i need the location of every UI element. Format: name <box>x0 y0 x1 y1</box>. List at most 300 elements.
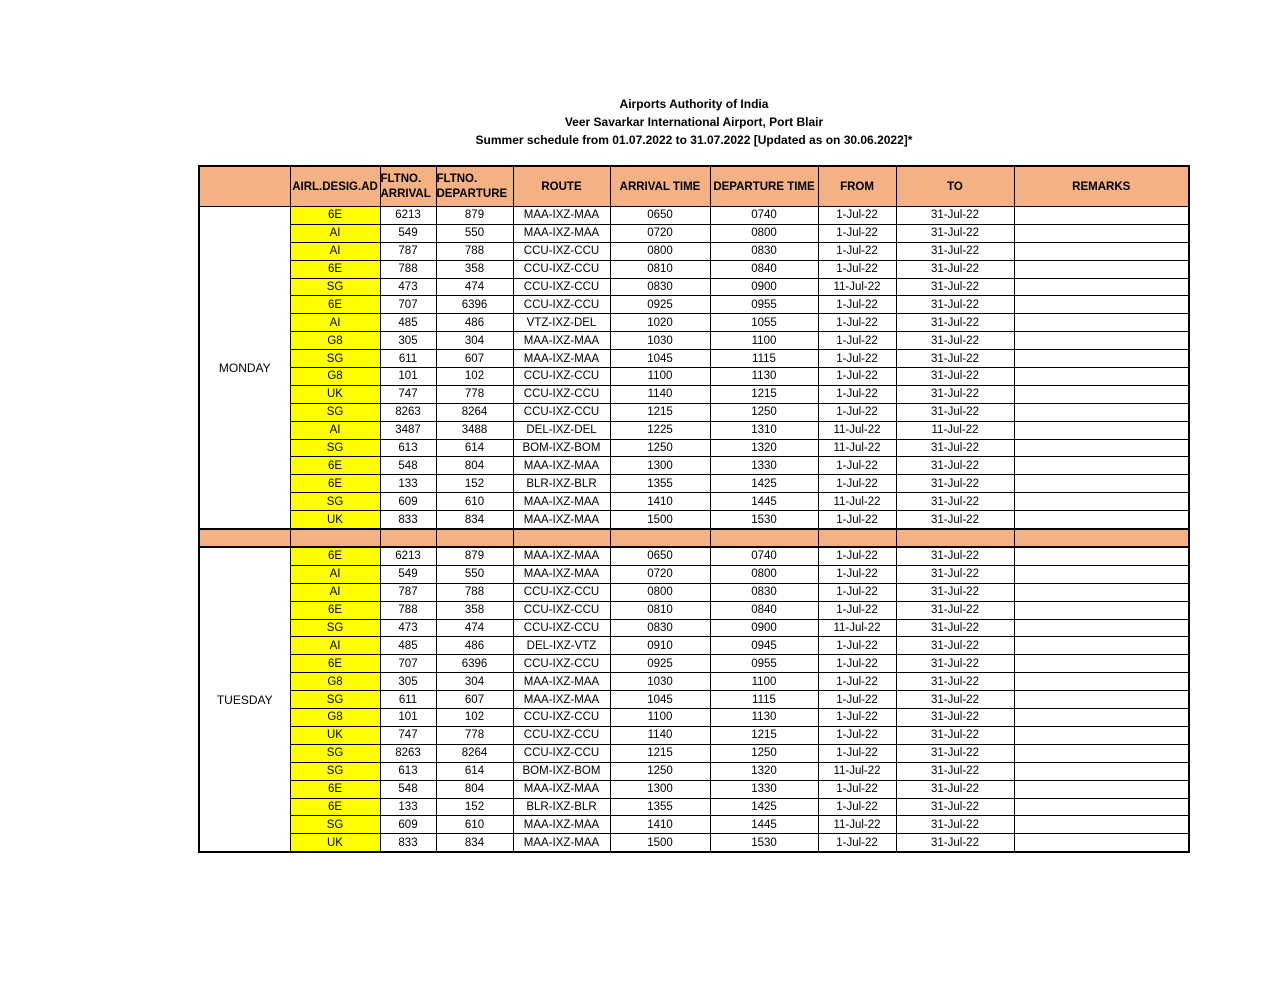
to-date-cell: 31-Jul-22 <box>896 207 1014 225</box>
from-date-cell: 1-Jul-22 <box>818 726 896 744</box>
from-date-cell: 11-Jul-22 <box>818 439 896 457</box>
airline-code-cell: SG <box>290 403 380 421</box>
airline-code-cell: AI <box>290 583 380 601</box>
flight-departure-cell: 788 <box>436 583 513 601</box>
flight-departure-cell: 788 <box>436 242 513 260</box>
route-header: ROUTE <box>513 166 610 207</box>
flight-arrival-cell: 133 <box>380 475 436 493</box>
route-cell: CCU-IXZ-CCU <box>513 601 610 619</box>
flight-arrival-cell: 788 <box>380 260 436 278</box>
flight-arrival-cell: 611 <box>380 691 436 709</box>
flight-arrival-cell: 707 <box>380 655 436 673</box>
flight-arrival-cell: 548 <box>380 780 436 798</box>
remarks-cell <box>1014 296 1189 314</box>
from-date-cell: 1-Jul-22 <box>818 296 896 314</box>
table-row <box>199 475 1189 493</box>
airline-code-cell: UK <box>290 511 380 529</box>
route-cell: MAA-IXZ-MAA <box>513 224 610 242</box>
airline-code-cell: G8 <box>290 368 380 386</box>
to-date-cell: 31-Jul-22 <box>896 368 1014 386</box>
arrival-time-cell: 1225 <box>610 421 710 439</box>
table-row <box>199 565 1189 583</box>
to-date-cell: 31-Jul-22 <box>896 385 1014 403</box>
from-date-cell: 1-Jul-22 <box>818 798 896 816</box>
route-cell: MAA-IXZ-MAA <box>513 816 610 834</box>
from-date-cell: 1-Jul-22 <box>818 547 896 565</box>
airline-code-cell: 6E <box>290 601 380 619</box>
airline-code-cell: AI <box>290 637 380 655</box>
flight-departure-cell: 6396 <box>436 296 513 314</box>
flight-departure-cell: 834 <box>436 511 513 529</box>
airline-code-cell: AI <box>290 224 380 242</box>
flight-arrival-cell: 485 <box>380 314 436 332</box>
flight-departure-cell: 550 <box>436 224 513 242</box>
departure-time-cell: 0840 <box>710 260 818 278</box>
to-date-cell: 31-Jul-22 <box>896 673 1014 691</box>
remarks-cell <box>1014 332 1189 350</box>
table-row <box>199 816 1189 834</box>
departure-time-cell: 1055 <box>710 314 818 332</box>
from-date-cell: 1-Jul-22 <box>818 224 896 242</box>
flight-departure-cell: 152 <box>436 475 513 493</box>
to-date-cell: 31-Jul-22 <box>896 224 1014 242</box>
departure-time-cell: 1115 <box>710 691 818 709</box>
flight-departure-cell: 8264 <box>436 403 513 421</box>
remarks-cell <box>1014 403 1189 421</box>
departure-time-cell: 1425 <box>710 475 818 493</box>
to-date-cell: 31-Jul-22 <box>896 762 1014 780</box>
table-row <box>199 207 1189 225</box>
from-date-cell: 1-Jul-22 <box>818 385 896 403</box>
from-date-cell: 1-Jul-22 <box>818 314 896 332</box>
table-row <box>199 619 1189 637</box>
departure-time-cell: 0740 <box>710 547 818 565</box>
airline-code-cell: SG <box>290 350 380 368</box>
from-date-cell: 1-Jul-22 <box>818 601 896 619</box>
remarks-cell <box>1014 224 1189 242</box>
to-date-cell: 31-Jul-22 <box>896 816 1014 834</box>
departure-time-cell: 0800 <box>710 224 818 242</box>
arrival-time-cell: 1410 <box>610 493 710 511</box>
airline-code-cell: SG <box>290 816 380 834</box>
table-row <box>199 655 1189 673</box>
to-date-cell: 31-Jul-22 <box>896 260 1014 278</box>
table-row <box>199 439 1189 457</box>
departure-time-cell: 0740 <box>710 207 818 225</box>
remarks-cell <box>1014 816 1189 834</box>
route-cell: MAA-IXZ-MAA <box>513 207 610 225</box>
flight-departure-cell: 804 <box>436 780 513 798</box>
flight-departure-cell: 3488 <box>436 421 513 439</box>
from-date-cell: 1-Jul-22 <box>818 780 896 798</box>
flight-departure-cell: 486 <box>436 314 513 332</box>
table-row <box>199 385 1189 403</box>
separator-cell <box>1014 529 1189 547</box>
table-row <box>199 691 1189 709</box>
to-date-cell: 31-Jul-22 <box>896 583 1014 601</box>
remarks-cell <box>1014 601 1189 619</box>
to-date-cell: 31-Jul-22 <box>896 726 1014 744</box>
day-header <box>199 166 290 207</box>
arrival-time-cell: 0925 <box>610 296 710 314</box>
flight-arrival-cell: 473 <box>380 619 436 637</box>
departure-time-cell: 1320 <box>710 762 818 780</box>
airline-code-cell: SG <box>290 439 380 457</box>
arrival-time-cell: 1100 <box>610 368 710 386</box>
airline-code-cell: SG <box>290 691 380 709</box>
departure-time-cell: 0955 <box>710 655 818 673</box>
route-cell: DEL-IXZ-VTZ <box>513 637 610 655</box>
to-date-cell: 31-Jul-22 <box>896 798 1014 816</box>
separator-cell <box>436 529 513 547</box>
flight-departure-cell: 834 <box>436 834 513 852</box>
from-date-cell: 1-Jul-22 <box>818 511 896 529</box>
separator-cell <box>818 529 896 547</box>
flight-arrival-cell: 613 <box>380 762 436 780</box>
departure-time-cell: 0830 <box>710 242 818 260</box>
to-date-cell: 31-Jul-22 <box>896 278 1014 296</box>
schedule-table <box>198 165 1190 853</box>
flight-arrival-cell: 8263 <box>380 403 436 421</box>
remarks-cell <box>1014 439 1189 457</box>
flight-departure-cell: 8264 <box>436 744 513 762</box>
flight-arrival-cell: 133 <box>380 798 436 816</box>
route-cell: CCU-IXZ-CCU <box>513 583 610 601</box>
arrival-time-cell: 0800 <box>610 583 710 601</box>
flight-departure-cell: 778 <box>436 726 513 744</box>
airline-code-cell: 6E <box>290 260 380 278</box>
departure-time-cell: 1215 <box>710 385 818 403</box>
table-row <box>199 511 1189 529</box>
to-date-cell: 31-Jul-22 <box>896 242 1014 260</box>
arrival-time-cell: 0910 <box>610 637 710 655</box>
airline-code-cell: UK <box>290 726 380 744</box>
to-date-cell: 31-Jul-22 <box>896 475 1014 493</box>
table-row <box>199 224 1189 242</box>
route-cell: CCU-IXZ-CCU <box>513 655 610 673</box>
remarks-cell <box>1014 673 1189 691</box>
flight-departure-cell: 610 <box>436 816 513 834</box>
remarks-cell <box>1014 726 1189 744</box>
remarks-cell <box>1014 368 1189 386</box>
flight-departure-cell: 304 <box>436 673 513 691</box>
to-date-cell: 31-Jul-22 <box>896 834 1014 852</box>
flight-arrival-cell: 609 <box>380 816 436 834</box>
remarks-cell <box>1014 565 1189 583</box>
remarks-cell <box>1014 421 1189 439</box>
table-row <box>199 242 1189 260</box>
route-cell: MAA-IXZ-MAA <box>513 511 610 529</box>
flight-departure-cell: 778 <box>436 385 513 403</box>
flight-arrival-cell: 707 <box>380 296 436 314</box>
airline-code-cell: 6E <box>290 547 380 565</box>
arrival-time-cell: 1300 <box>610 780 710 798</box>
departure-time-cell: 1425 <box>710 798 818 816</box>
route-cell: CCU-IXZ-CCU <box>513 260 610 278</box>
to-date-cell: 31-Jul-22 <box>896 601 1014 619</box>
departure-time-cell: 1250 <box>710 744 818 762</box>
from-date-cell: 1-Jul-22 <box>818 368 896 386</box>
to-date-cell: 31-Jul-22 <box>896 332 1014 350</box>
flight-departure-cell: 6396 <box>436 655 513 673</box>
route-cell: CCU-IXZ-CCU <box>513 368 610 386</box>
departure-time-cell: 0955 <box>710 296 818 314</box>
to-date-cell: 31-Jul-22 <box>896 655 1014 673</box>
separator-cell <box>290 529 380 547</box>
separator-cell <box>513 529 610 547</box>
table-row <box>199 278 1189 296</box>
remarks-cell <box>1014 260 1189 278</box>
arrival-time-cell: 1215 <box>610 744 710 762</box>
departure-time-cell: 0900 <box>710 619 818 637</box>
departure-time-cell: 0900 <box>710 278 818 296</box>
to-date-cell: 31-Jul-22 <box>896 637 1014 655</box>
flight-arrival-cell: 473 <box>380 278 436 296</box>
table-row <box>199 403 1189 421</box>
departure-time-cell: 1310 <box>710 421 818 439</box>
flight-arrival-cell: 549 <box>380 224 436 242</box>
arrival-time-cell: 1355 <box>610 475 710 493</box>
remarks-cell <box>1014 314 1189 332</box>
remarks-cell <box>1014 583 1189 601</box>
from-date-cell: 1-Jul-22 <box>818 709 896 727</box>
day-label: MONDAY <box>199 207 290 530</box>
route-cell: CCU-IXZ-CCU <box>513 619 610 637</box>
flight-departure-cell: 614 <box>436 762 513 780</box>
flight-arrival-cell: 305 <box>380 673 436 691</box>
departure-time-cell: 1100 <box>710 332 818 350</box>
remarks-cell <box>1014 691 1189 709</box>
departure-time-cell: 1445 <box>710 493 818 511</box>
arrival-time-cell: 1300 <box>610 457 710 475</box>
from-date-cell: 1-Jul-22 <box>818 565 896 583</box>
to-date-cell: 31-Jul-22 <box>896 691 1014 709</box>
from-date-cell: 1-Jul-22 <box>818 260 896 278</box>
flight-arrival-cell: 8263 <box>380 744 436 762</box>
airline-code-cell: 6E <box>290 798 380 816</box>
remarks-cell <box>1014 511 1189 529</box>
table-row <box>199 332 1189 350</box>
table-row <box>199 314 1189 332</box>
remarks-cell <box>1014 744 1189 762</box>
org-title: Airports Authority of India <box>619 97 769 111</box>
to-header: TO <box>896 166 1014 207</box>
from-date-cell: 1-Jul-22 <box>818 673 896 691</box>
separator-cell <box>896 529 1014 547</box>
flight-arrival-cell: 788 <box>380 601 436 619</box>
route-cell: CCU-IXZ-CCU <box>513 296 610 314</box>
flight-departure-cell: 614 <box>436 439 513 457</box>
table-row <box>199 637 1189 655</box>
airline-code-cell: G8 <box>290 332 380 350</box>
flight-departure-cell: 550 <box>436 565 513 583</box>
departure-time-cell: 0840 <box>710 601 818 619</box>
to-date-cell: 31-Jul-22 <box>896 350 1014 368</box>
remarks-cell <box>1014 457 1189 475</box>
route-cell: MAA-IXZ-MAA <box>513 834 610 852</box>
from-date-cell: 1-Jul-22 <box>818 332 896 350</box>
departure-time-cell: 1530 <box>710 511 818 529</box>
from-date-cell: 11-Jul-22 <box>818 619 896 637</box>
flight-arrival-cell: 6213 <box>380 207 436 225</box>
to-date-cell: 31-Jul-22 <box>896 709 1014 727</box>
flight-arrival-cell: 548 <box>380 457 436 475</box>
departure-time-cell: 1250 <box>710 403 818 421</box>
arrival-time-cell: 1500 <box>610 834 710 852</box>
remarks-cell <box>1014 619 1189 637</box>
airline-code-cell: SG <box>290 493 380 511</box>
arrival-time-cell: 1045 <box>610 350 710 368</box>
from-date-cell: 1-Jul-22 <box>818 403 896 421</box>
flight-arrival-cell: 611 <box>380 350 436 368</box>
route-cell: MAA-IXZ-MAA <box>513 547 610 565</box>
to-date-cell: 31-Jul-22 <box>896 547 1014 565</box>
flight-arrival-cell: 101 <box>380 368 436 386</box>
route-cell: CCU-IXZ-CCU <box>513 726 610 744</box>
from-date-cell: 11-Jul-22 <box>818 493 896 511</box>
route-cell: BLR-IXZ-BLR <box>513 475 610 493</box>
to-date-cell: 31-Jul-22 <box>896 511 1014 529</box>
table-row <box>199 762 1189 780</box>
departure-time-header: DEPARTURE TIME <box>710 166 818 207</box>
arrival-time-cell: 0925 <box>610 655 710 673</box>
departure-time-cell: 1115 <box>710 350 818 368</box>
airline-code-cell: G8 <box>290 673 380 691</box>
table-row <box>199 834 1189 852</box>
arrival-time-cell: 0810 <box>610 260 710 278</box>
schedule-title: Summer schedule from 01.07.2022 to 31.07.2022 [Updated as on 30.06.2022]* <box>475 133 913 147</box>
flight-departure-cell: 474 <box>436 278 513 296</box>
flight-departure-cell: 804 <box>436 457 513 475</box>
flight-arrival-cell: 747 <box>380 726 436 744</box>
separator-cell <box>610 529 710 547</box>
to-date-cell: 31-Jul-22 <box>896 457 1014 475</box>
arrival-time-cell: 1500 <box>610 511 710 529</box>
from-date-cell: 1-Jul-22 <box>818 691 896 709</box>
to-date-cell: 31-Jul-22 <box>896 493 1014 511</box>
table-row <box>199 798 1189 816</box>
table-row <box>199 493 1189 511</box>
schedule-body <box>199 207 1189 853</box>
flight-departure-cell: 610 <box>436 493 513 511</box>
airline-code-cell: 6E <box>290 780 380 798</box>
day-label: TUESDAY <box>199 547 290 852</box>
airline-code-cell: AI <box>290 421 380 439</box>
arrival-time-cell: 1355 <box>610 798 710 816</box>
to-date-cell: 31-Jul-22 <box>896 403 1014 421</box>
table-row <box>199 457 1189 475</box>
route-cell: MAA-IXZ-MAA <box>513 332 610 350</box>
route-cell: MAA-IXZ-MAA <box>513 565 610 583</box>
table-row <box>199 709 1189 727</box>
document-title-block <box>0 95 1280 149</box>
flight-departure-cell: 486 <box>436 637 513 655</box>
to-date-cell: 31-Jul-22 <box>896 780 1014 798</box>
arrival-time-cell: 0650 <box>610 207 710 225</box>
remarks-cell <box>1014 385 1189 403</box>
from-date-cell: 1-Jul-22 <box>818 583 896 601</box>
from-date-cell: 1-Jul-22 <box>818 744 896 762</box>
route-cell: BOM-IXZ-BOM <box>513 762 610 780</box>
flight-departure-cell: 102 <box>436 368 513 386</box>
to-date-cell: 31-Jul-22 <box>896 565 1014 583</box>
flight-arrival-cell: 833 <box>380 834 436 852</box>
from-date-cell: 1-Jul-22 <box>818 834 896 852</box>
arrival-time-cell: 1045 <box>610 691 710 709</box>
to-date-cell: 31-Jul-22 <box>896 296 1014 314</box>
arrival-time-cell: 1215 <box>610 403 710 421</box>
remarks-cell <box>1014 780 1189 798</box>
table-row <box>199 368 1189 386</box>
from-date-cell: 1-Jul-22 <box>818 457 896 475</box>
table-row <box>199 583 1189 601</box>
flight-arrival-cell: 305 <box>380 332 436 350</box>
flight-departure-cell: 152 <box>436 798 513 816</box>
from-date-cell: 1-Jul-22 <box>818 242 896 260</box>
flight-arrival-cell: 747 <box>380 385 436 403</box>
route-cell: VTZ-IXZ-DEL <box>513 314 610 332</box>
from-header: FROM <box>818 166 896 207</box>
route-cell: DEL-IXZ-DEL <box>513 421 610 439</box>
arrival-time-cell: 0830 <box>610 278 710 296</box>
arrival-time-cell: 0720 <box>610 565 710 583</box>
airline-code-cell: SG <box>290 278 380 296</box>
table-row <box>199 421 1189 439</box>
departure-time-cell: 1445 <box>710 816 818 834</box>
airline-code-cell: 6E <box>290 457 380 475</box>
table-row <box>199 260 1189 278</box>
airline-code-cell: UK <box>290 385 380 403</box>
arrival-time-cell: 1250 <box>610 439 710 457</box>
table-row <box>199 726 1189 744</box>
route-cell: CCU-IXZ-CCU <box>513 242 610 260</box>
remarks-cell <box>1014 475 1189 493</box>
flight-departure-cell: 607 <box>436 350 513 368</box>
departure-time-cell: 1330 <box>710 457 818 475</box>
remarks-cell <box>1014 350 1189 368</box>
flight-arrival-cell: 485 <box>380 637 436 655</box>
separator-cell <box>380 529 436 547</box>
day-separator-row <box>199 529 1189 547</box>
arrival-time-cell: 0810 <box>610 601 710 619</box>
remarks-cell <box>1014 798 1189 816</box>
from-date-cell: 11-Jul-22 <box>818 421 896 439</box>
route-cell: MAA-IXZ-MAA <box>513 780 610 798</box>
route-cell: BOM-IXZ-BOM <box>513 439 610 457</box>
flight-arrival-cell: 3487 <box>380 421 436 439</box>
from-date-cell: 1-Jul-22 <box>818 637 896 655</box>
route-cell: CCU-IXZ-CCU <box>513 744 610 762</box>
flight-departure-cell: 607 <box>436 691 513 709</box>
departure-time-cell: 1530 <box>710 834 818 852</box>
route-cell: MAA-IXZ-MAA <box>513 673 610 691</box>
flight-departure-cell: 879 <box>436 207 513 225</box>
remarks-cell <box>1014 278 1189 296</box>
table-row <box>199 780 1189 798</box>
route-cell: CCU-IXZ-CCU <box>513 403 610 421</box>
arrival-time-cell: 1250 <box>610 762 710 780</box>
flight-arrival-cell: 613 <box>380 439 436 457</box>
route-cell: MAA-IXZ-MAA <box>513 350 610 368</box>
table-row <box>199 296 1189 314</box>
arrival-time-cell: 1100 <box>610 709 710 727</box>
separator-cell <box>710 529 818 547</box>
flight-departure-cell: 358 <box>436 601 513 619</box>
departure-time-cell: 1100 <box>710 673 818 691</box>
to-date-cell: 31-Jul-22 <box>896 619 1014 637</box>
airline-header: AIRL.DESIG.AD <box>290 166 380 207</box>
airline-code-cell: G8 <box>290 709 380 727</box>
